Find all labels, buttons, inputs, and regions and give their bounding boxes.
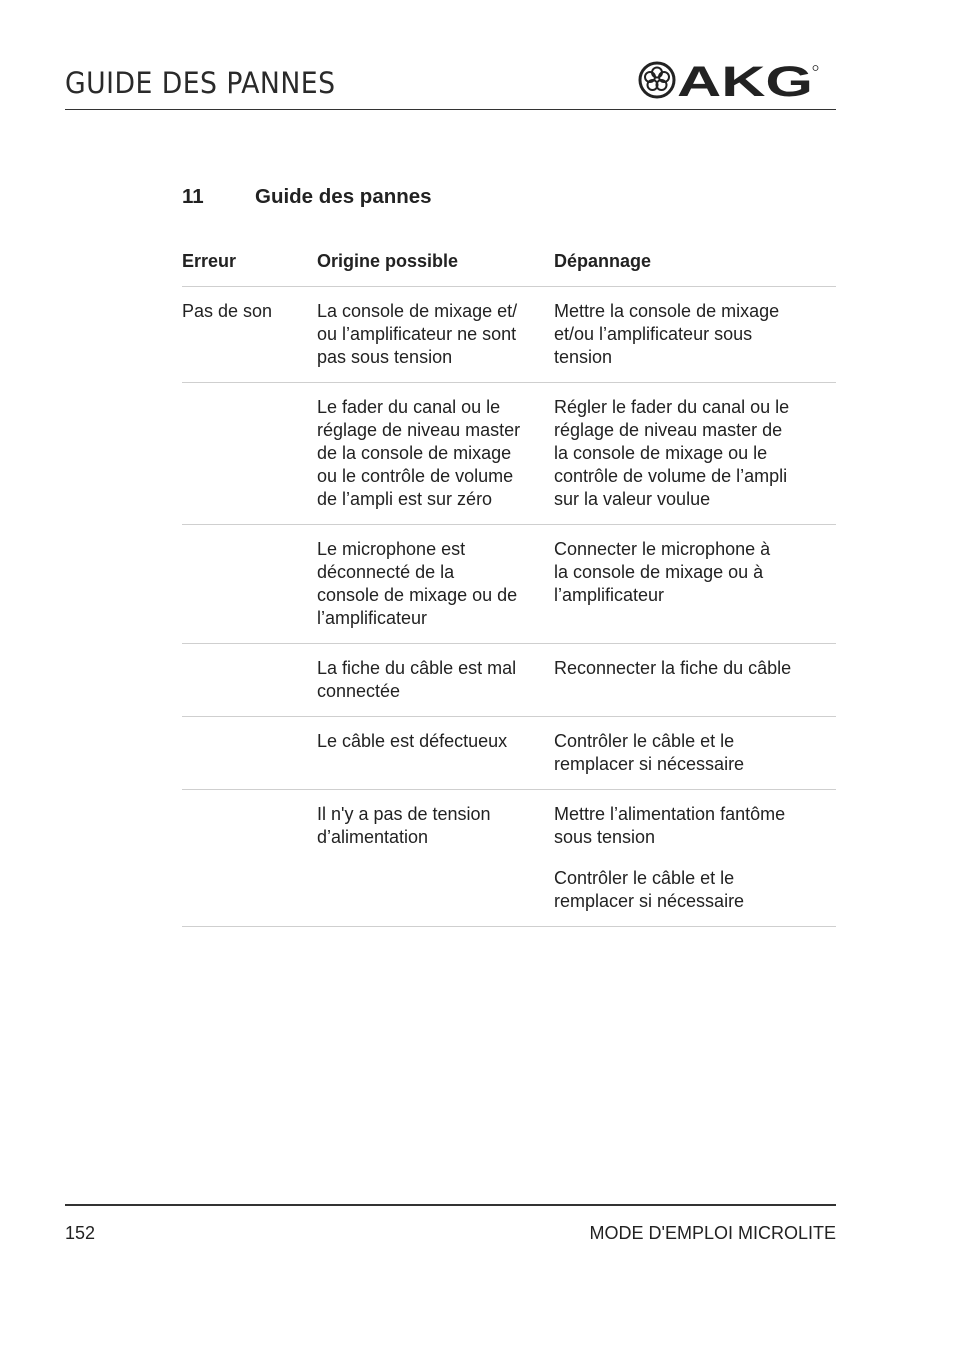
section-heading xyxy=(182,185,432,209)
fix-cell xyxy=(554,287,836,382)
error-cell xyxy=(182,525,317,643)
column-header-error: Erreur xyxy=(182,251,237,271)
fix-text: Contrôler le câble et le remplacer si nécessaire xyxy=(554,731,745,774)
cause-cell: Il n'y a pas de tension d’alimentation xyxy=(317,804,491,847)
akg-logo xyxy=(638,60,820,100)
footer-divider xyxy=(65,1204,836,1206)
akg-emblem-icon xyxy=(640,63,674,97)
table-row xyxy=(182,790,836,927)
fix-text: Mettre l’alimentation fantôme sous tension xyxy=(554,804,786,847)
table-header xyxy=(182,250,836,287)
section-number: 11 xyxy=(182,185,204,208)
fix-cell xyxy=(554,383,836,524)
table-row xyxy=(182,383,836,525)
error-cell: Pas de son xyxy=(182,301,273,321)
column-header-cause: Origine possible xyxy=(317,251,459,271)
fix-text: Mettre la console de mixage et/ou l’amplificateur sous tension xyxy=(554,301,780,367)
fix-cell xyxy=(554,525,836,643)
page-header-title: GUIDE DES PANNES xyxy=(65,66,336,100)
table-body xyxy=(182,287,836,927)
error-cell xyxy=(182,717,317,789)
error-cell xyxy=(182,383,317,524)
cause-cell: La console de mixage et/ ou l’amplificateur ne sont pas sous tension xyxy=(317,301,518,367)
column-header-fix: Dépannage xyxy=(554,251,652,271)
section-title: Guide des pannes xyxy=(255,185,432,208)
fix-text: Contrôler le câble et le remplacer si nécessaire xyxy=(554,868,745,911)
fix-text: Reconnecter la fiche du câble xyxy=(554,658,792,678)
fix-text: Connecter le microphone à la console de mixage ou à l’amplificateur xyxy=(554,539,771,605)
cause-cell: Le fader du canal ou le réglage de niveau master de la console de mixage ou le contrôle de volume de l’ampli est sur zéro xyxy=(317,397,521,509)
fix-cell xyxy=(554,790,836,926)
table-row xyxy=(182,644,836,717)
error-cell xyxy=(182,644,317,716)
table-row xyxy=(182,525,836,644)
svg-text:AKG: AKG xyxy=(677,60,813,100)
footer-manual-title: MODE D'EMPLOI MICROLITE xyxy=(589,1223,836,1243)
table-row xyxy=(182,717,836,790)
fix-text: Régler le fader du canal ou le réglage de niveau master de la console de mixage ou le contrôle de volume de l’ampli sur la valeur voulue xyxy=(554,397,790,509)
header-divider xyxy=(65,109,836,110)
page-number: 152 xyxy=(65,1223,96,1243)
cause-cell: Le microphone est déconnecté de la console de mixage ou de l’amplificateur xyxy=(317,539,518,628)
fix-cell xyxy=(554,717,836,789)
cause-cell: La fiche du câble est mal connectée xyxy=(317,658,517,701)
error-cell xyxy=(182,790,317,926)
cause-cell: Le câble est défectueux xyxy=(317,731,508,751)
fix-cell xyxy=(554,644,836,716)
troubleshooting-table xyxy=(182,250,836,927)
table-row xyxy=(182,287,836,383)
